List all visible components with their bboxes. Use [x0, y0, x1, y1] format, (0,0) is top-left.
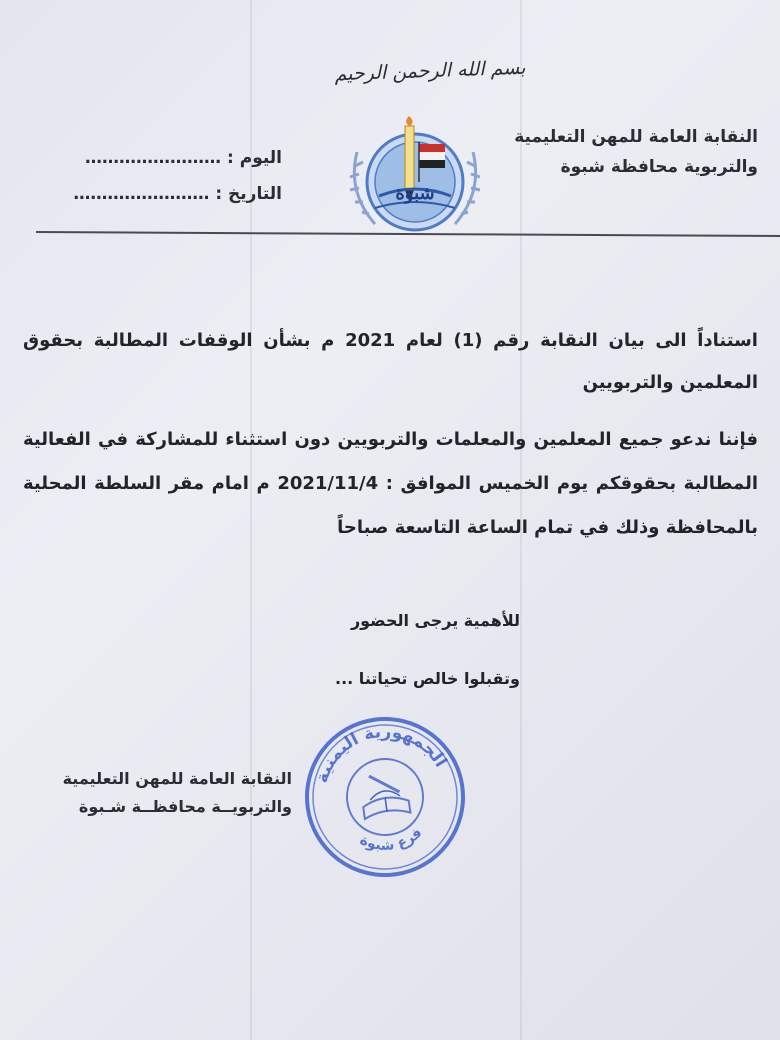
union-logo-icon [345, 112, 485, 242]
closing-block [220, 608, 520, 724]
closing-line1: للأهمية يرجى الحضور [350, 611, 520, 630]
seal-top-text: الجمهورية اليمنية [311, 721, 451, 786]
logo-caption: شبوة [395, 183, 435, 204]
date-row [52, 176, 282, 212]
letterhead-org [508, 122, 758, 182]
official-seal-icon [289, 701, 481, 893]
letter-body [23, 320, 758, 550]
date-label: التاريخ : [215, 184, 282, 204]
day-value: …………………… [85, 148, 222, 168]
paragraph-reference: استناداً الى بيان النقابة رقم (1) لعام 2021 م بشأن الوقفات المطالبة بحقوق المعلمين والتربويين [23, 330, 758, 393]
org-name-line1: النقابة العامة للمهن التعليمية [514, 127, 758, 147]
org-name-line2: والتربوية محافظة شبوة [560, 157, 758, 177]
paragraph-invitation: فإننا ندعو جميع المعلمين والمعلمات والتربويين دون استثناء للمشاركة في الفعالية المطالبة بحقوقكم يوم الخميس الموافق : 2021/11/4 م امام مقر السلطة المحلية بالمحافظة وذلك في تمام الساعة التاسعة صباحاً [23, 429, 758, 538]
signature-line2: والتربويــة محافظــة شـبوة [78, 797, 292, 816]
day-row [52, 140, 282, 176]
date-value: …………………… [73, 184, 210, 204]
date-block [52, 140, 282, 212]
signature-block [52, 765, 292, 821]
basmala: بسم الله الرحمن الرحيم [334, 56, 526, 86]
signature-line1: النقابة العامة للمهن التعليمية [62, 769, 292, 788]
closing-line2: وتقبلوا خالص تحياتنا ... [335, 669, 520, 688]
day-label: اليوم : [227, 148, 282, 168]
seal-bottom-text: فرع شبوة [357, 824, 426, 854]
svg-text:الجمهورية اليمنية [305, 713, 451, 788]
